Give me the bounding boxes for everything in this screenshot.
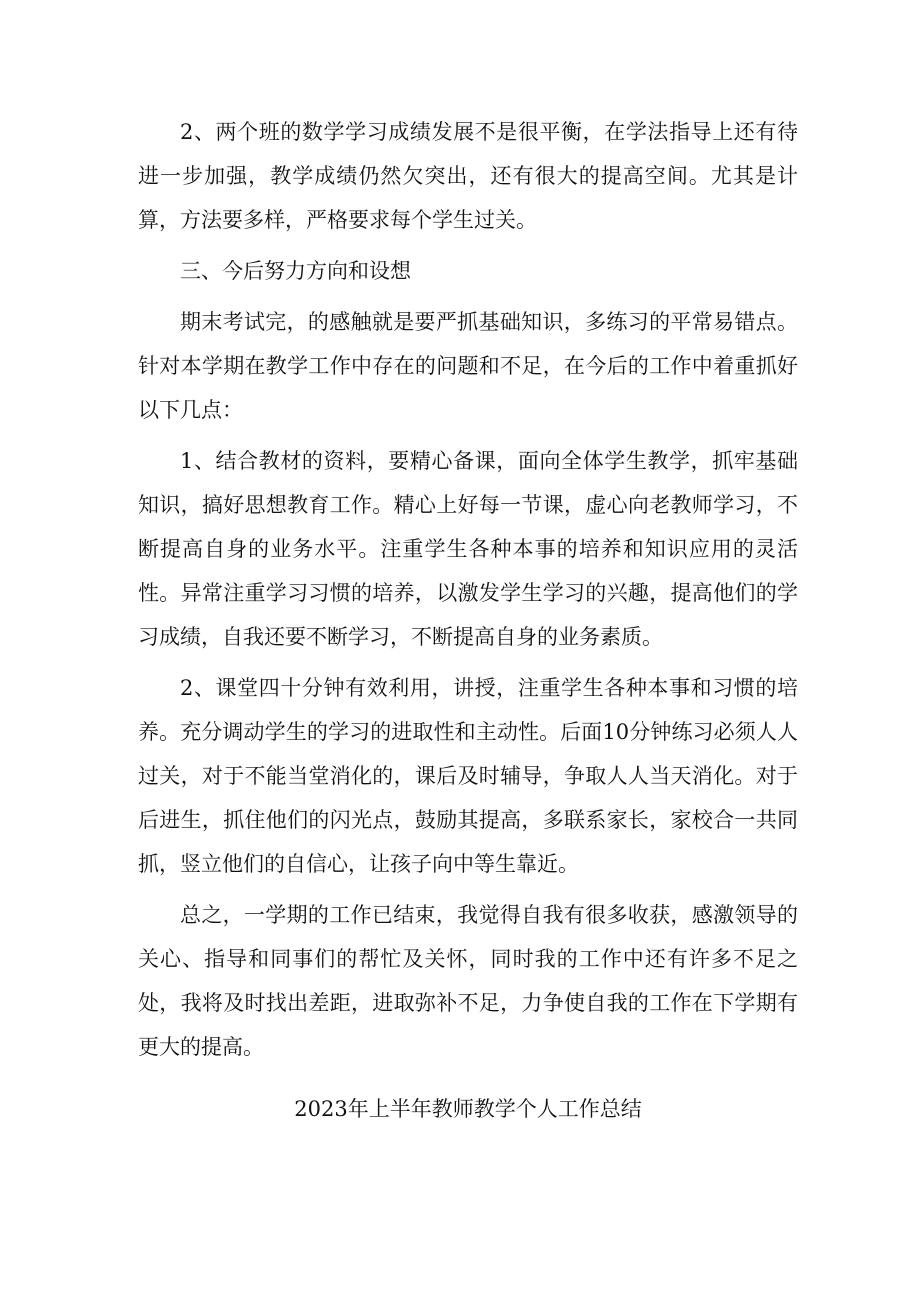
- section-heading-future-direction: 三、今后努力方向和设想: [180, 259, 411, 283]
- paragraph-point-2: 2、课堂四十分钟有效利用，讲授，注重学生各种本事和习惯的培养。充分调动学生的学习的进取性和主动性。后面10分钟练习必须人人过关，对于不能当堂消化的，课后及时辅导，争取人人当天消化。对于后进生，抓住他们的闪光点，鼓励其提高，多联系家长，家校合一共同抓，竖立他们的自信心，让孩子向中等生靠近。: [138, 676, 798, 876]
- next-document-title: 2023年上半年教师教学个人工作总结: [294, 1097, 642, 1121]
- document-body: [138, 110, 798, 1131]
- paragraph-math-imbalance: 2、两个班的数学学习成绩发展不是很平衡，在学法指导上还有待进一步加强，教学成绩仍然欠突出，还有很大的提高空间。尤其是计算，方法要多样，严格要求每个学生过关。: [138, 120, 798, 232]
- paragraph-conclusion: 总之，一学期的工作已结束，我觉得自我有很多收获，感激领导的关心、指导和同事们的帮忙及关怀，同时我的工作中还有许多不足之处，我将及时找出差距，进取弥补不足，力争使自我的工作在下学期有更大的提高。: [138, 903, 798, 1059]
- paragraph-exam-reflection: 期末考试完，的感触就是要严抓基础知识，多练习的平常易错点。针对本学期在教学工作中存在的问题和不足，在今后的工作中着重抓好以下几点：: [138, 310, 798, 422]
- paragraph-point-1: 1、结合教材的资料，要精心备课，面向全体学生教学，抓牢基础知识，搞好思想教育工作。精心上好每一节课，虚心向老教师学习，不断提高自身的业务水平。注重学生各种本事的培养和知识应用的灵活性。异常注重学习习惯的培养，以激发学生学习的兴趣，提高他们的学习成绩，自我还要不断学习，不断提高自身的业务素质。: [138, 449, 798, 649]
